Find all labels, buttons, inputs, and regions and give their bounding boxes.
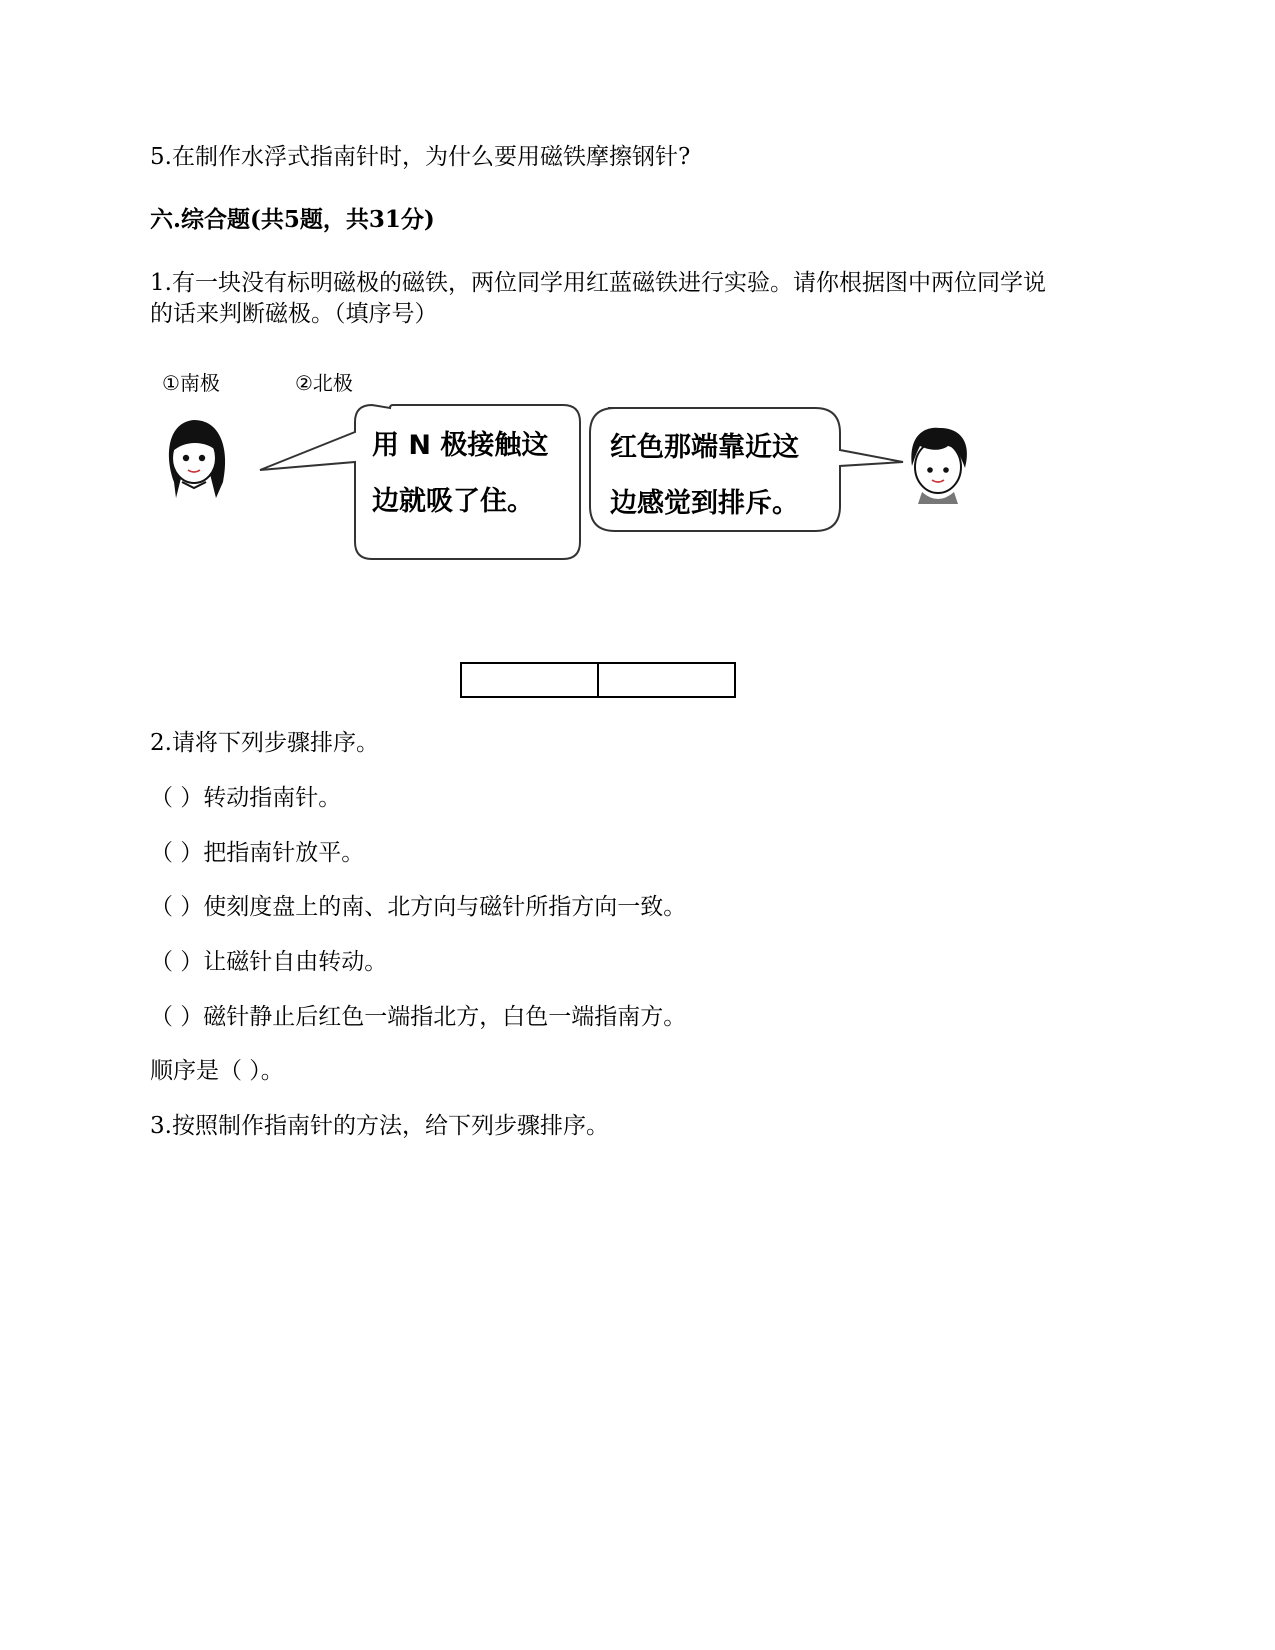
question-1-line-2: 的话来判断磁极。（填序号） [150,301,438,327]
order-answer: 顺序是（ ）。 [150,1058,284,1084]
girl-icon [169,420,225,498]
section-heading: 六.综合题(共5题，共31分) [150,206,435,233]
girl-bubble-line-2: 边就吸了住。 [372,486,534,517]
boy-bubble-line-2: 边感觉到排斥。 [610,488,799,519]
boy-bubble-line-1: 红色那端靠近这 [610,432,799,463]
answer-cell-left[interactable] [462,664,597,696]
figure-drawing [150,370,1050,710]
option-north-label: ②北极 [295,371,353,395]
question-1-line-1: 1.有一块没有标明磁极的磁铁，两位同学用红蓝磁铁进行实验。请你根据图中两位同学说 [150,270,1046,296]
boy-icon [911,428,967,504]
answer-cell-right[interactable] [597,664,734,696]
girl-bubble-line-1: 用 N 极接触这 [372,430,549,461]
step-item: （ ）让磁针自由转动。 [150,949,388,975]
step-item: （ ）使刻度盘上的南、北方向与磁针所指方向一致。 [150,894,687,920]
step-item: （ ）转动指南针。 [150,785,342,811]
step-item: （ ）磁针静止后红色一端指北方，白色一端指南方。 [150,1004,687,1030]
magnet-dialogue-figure [150,370,1050,710]
question-3: 3.按照制作指南针的方法，给下列步骤排序。 [150,1113,609,1139]
step-item: （ ）把指南针放平。 [150,840,365,866]
answer-box [460,662,736,698]
question-2-title: 2.请将下列步骤排序。 [150,730,379,756]
option-south-label: ①南极 [162,371,220,395]
question-5: 5.在制作水浮式指南针时，为什么要用磁铁摩擦钢针? [150,144,691,170]
